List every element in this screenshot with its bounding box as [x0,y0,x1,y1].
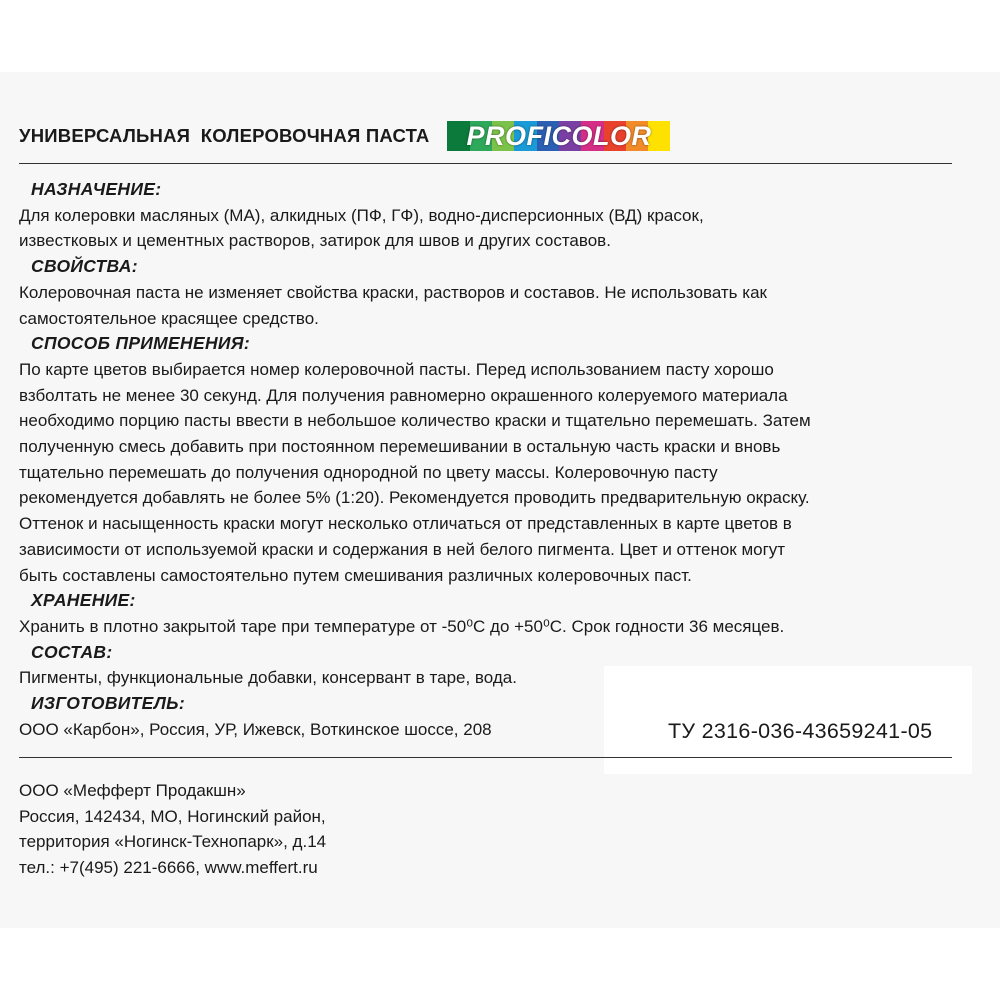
distributor-contacts: тел.: +7(495) 221-6666, www.meffert.ru [19,858,318,878]
text-line: необходимо порцию пасты ввести в небольшое количество краски и тщательно перемешать. Затем [19,411,811,431]
footer-divider [19,757,952,758]
product-title: УНИВЕРСАЛЬНАЯ КОЛЕРОВОЧНАЯ ПАСТА [19,125,430,146]
section-title-composition: СОСТАВ: [31,641,113,662]
text-line: рекомендуется добавлять не более 5% (1:20). Рекомендуется проводить предварительную окраску. [19,488,810,508]
section-title-usage: СПОСОБ ПРИМЕНЕНИЯ: [31,333,250,354]
text-line: зависимости от используемой краски и содержания в ней белого пигмента. Цвет и оттенок могут [19,539,786,559]
text-line: полученную смесь добавить при постоянном перемешивании в остальную часть краски и вновь [19,437,781,457]
text-line: По карте цветов выбирается номер колеровочной пасты. Перед использованием пасту хорошо [19,359,774,379]
text-line: Колеровочная паста не изменяет свойства краски, растворов и составов. Не использовать как [19,282,767,302]
text-line: Оттенок и насыщенность краски могут несколько отличаться от представленных в карте цветов в [19,514,792,534]
label-header [19,118,670,154]
distributor-name: ООО «Мефферт Продакшн» [19,781,246,800]
distributor-address: Россия, 142434, МО, Ногинский район, [19,806,326,826]
text-line: известковых и цементных растворов, затирок для швов и других составов. [19,231,611,251]
text-line: ООО «Карбон», Россия, УР, Ижевск, Воткинское шоссе, 208 [19,719,492,739]
distributor-info [19,778,326,881]
text-line: Пигменты, функциональные добавки, консервант в таре, вода. [19,668,517,688]
distributor-address: территория «Ногинск-Технопарк», д.14 [19,832,327,852]
tu-code: ТУ 2316-036-43659241-05 [668,719,933,743]
section-title-storage: ХРАНЕНИЕ: [31,590,136,611]
section-storage [19,588,959,639]
text-line: тщательно перемешать до получения однородной по цвету массы. Колеровочную пасту [19,462,718,482]
section-title-manufacturer: ИЗГОТОВИТЕЛЬ: [31,693,185,714]
section-title-purpose: НАЗНАЧЕНИЕ: [31,179,162,199]
proficolor-logo [447,121,670,151]
header-divider [19,163,952,164]
text-line: быть составлены самостоятельно путем смешивания различных колеровочных паст. [19,565,692,585]
text-line: взболтать не менее 30 секунд. Для получения равномерно окрашенного колеруемого материала [19,385,788,405]
instructions-body [19,177,959,742]
section-purpose [19,177,959,254]
section-title-properties: СВОЙСТВА: [31,256,138,277]
logo-text: PROFICOLOR [466,121,652,151]
section-usage [19,331,959,588]
text-line: самостоятельное красящее средство. [19,308,319,328]
text-line: Хранить в плотно закрытой таре при температуре от -50⁰С до +50⁰С. Срок годности 36 месяцев. [19,616,785,636]
text-line: Для колеровки масляных (МА), алкидных (ПФ, ГФ), водно-дисперсионных (ВД) красок, [19,205,704,225]
section-composition [19,640,959,691]
section-properties [19,254,959,331]
